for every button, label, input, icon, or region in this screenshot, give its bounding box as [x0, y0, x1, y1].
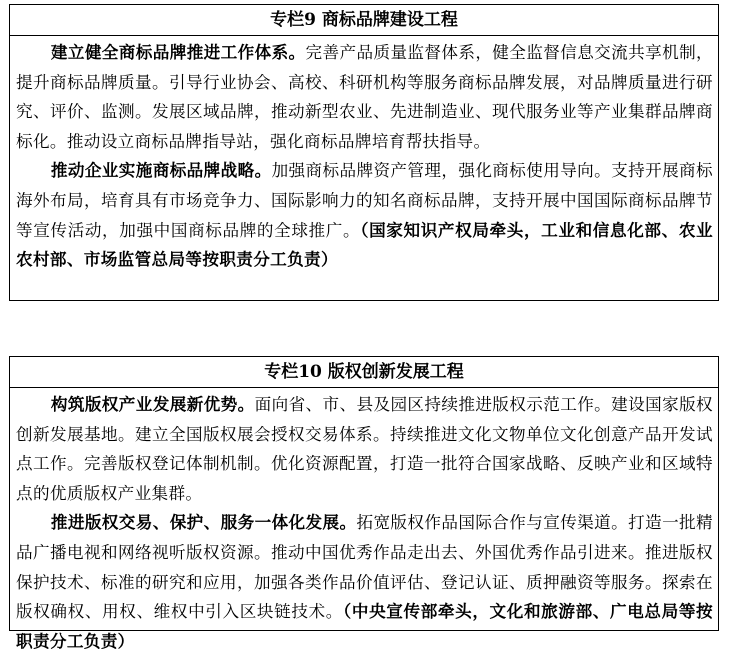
paragraph-text: 加强商标品牌资产管理，强化商标使用导向。支持开展商标海外布局，培育具有市场竞争力、国际影响力的知名商标品牌，支持开展中国国际商标品牌节等宣传活动，加强中国商标品牌的全球推广。: [16, 161, 713, 240]
column-box-10: [9, 356, 719, 651]
paragraph-trademark-system: [16, 38, 713, 156]
paragraph-lead: 构筑版权产业发展新优势。: [50, 394, 255, 414]
paragraph-trademark-strategy: [16, 156, 713, 274]
responsibility-note: （中央宣传部牵头，文化和旅游部、广电总局等按职责分工负责）: [16, 601, 713, 651]
paragraph-text: 拓宽版权作品国际合作与宣传渠道。打造一批精品广播电视和网络视听版权资源。推动中国优秀作品走出去、外国优秀作品引进来。推进版权保护技术、标准的研究和应用，加强各类作品价值评估、登记认证、质押融资等服务。探索在版权确权、用权、维权中引入区块链技术。: [16, 513, 713, 622]
column-title-10: 专栏10 版权创新发展工程: [10, 357, 718, 388]
paragraph-copyright-advantage: [16, 390, 713, 508]
responsibility-note: （国家知识产权局牵头，工业和信息化部、农业农村部、市场监管总局等按职责分工负责）: [16, 219, 713, 270]
column-body-10: [10, 388, 718, 656]
column-box-9: [9, 4, 719, 301]
paragraph-lead: 建立健全商标品牌推进工作体系。: [50, 42, 306, 62]
paragraph-lead: 推动企业实施商标品牌战略。: [50, 160, 272, 181]
paragraph-text: 面向省、市、县及园区持续推进版权示范工作。建设国家版权创新发展基地。建立全国版权展会授权交易体系。持续推进文化文物单位文化创意产品开发试点工作。完善版权登记体制机制。优化资源配置，打造一批符合国家战略、反映产业和区域特点的优质版权产业集群。: [16, 395, 713, 503]
paragraph-text: 完善产品质量监督体系，健全监督信息交流共享机制，提升商标品牌质量。引导行业协会、高校、科研机构等服务商标品牌发展，对品牌质量进行研究、评价、监测。发展区域品牌，推动新型农业、先进制造业、现代服务业等产业集群品牌商标化。推动设立商标品牌指导站，强化商标品牌培育帮扶指导。: [16, 43, 713, 151]
column-body-9: [10, 36, 718, 275]
column-title-9: 专栏9 商标品牌建设工程: [10, 5, 718, 36]
paragraph-lead: 推进版权交易、保护、服务一体化发展。: [50, 512, 357, 533]
